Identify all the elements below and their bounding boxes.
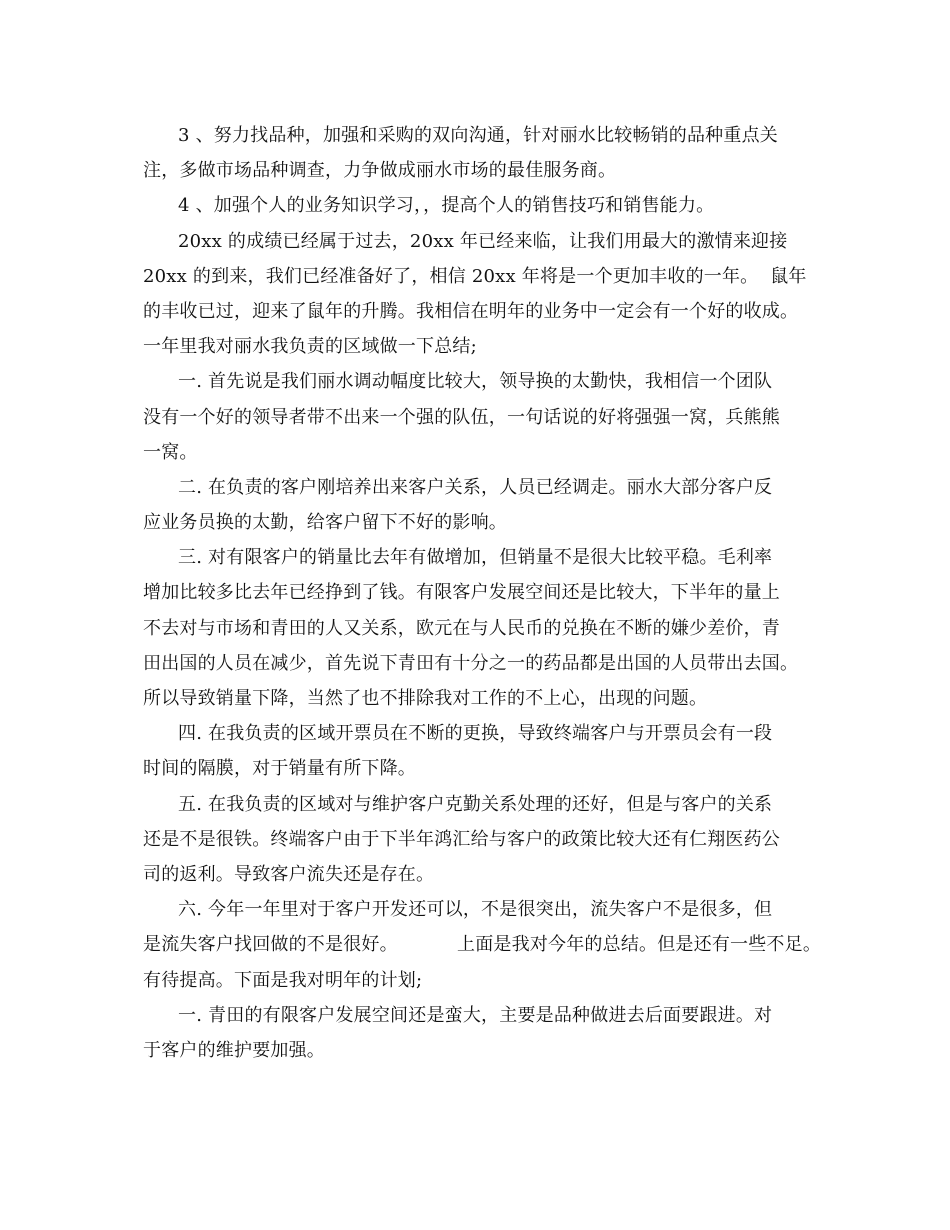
text-line: 时间的隔膜，对于销量有所下降。 — [143, 758, 416, 780]
text-line: 一窝。 — [143, 441, 198, 463]
text-line: 增加比较多比去年已经挣到了钱。有限客户发展空间还是比较大，下半年的量上 — [143, 582, 780, 604]
text-line: 的丰收已过，迎来了鼠年的升腾。我相信在明年的业务中一定会有一个好的收成。 — [143, 300, 799, 322]
text-line: 二. 在负责的客户刚培养出来客户关系，人员已经调走。丽水大部分客户反 — [178, 476, 773, 498]
text-line: 是流失客户找回做的不是很好。 上面是我对今年的总结。但是还有一些不足。 — [143, 934, 822, 956]
text-line: 有待提高。下面是我对明年的计划; — [143, 969, 423, 991]
text-line: 注，多做市场品种调查，力争做成丽水市场的最佳服务商。 — [143, 160, 617, 182]
text-line: 一. 首先说是我们丽水调动幅度比较大，领导换的太勤快，我相信一个团队 — [178, 371, 773, 393]
text-line: 于客户的维护要加强。 — [143, 1039, 325, 1061]
text-line: 一. 青田的有限客户发展空间还是蛮大，主要是品种做进去后面要跟进。对 — [178, 1004, 773, 1026]
text-line: 20xx 的成绩已经属于过去，20xx 年已经来临，让我们用最大的激情来迎接 — [178, 230, 788, 252]
text-line: 司的返利。导致客户流失还是存在。 — [143, 863, 435, 885]
text-line: 一年里我对丽水我负责的区域做一下总结; — [143, 336, 477, 358]
text-line: 4 、加强个人的业务知识学习，，提高个人的销售技巧和销售能力。 — [178, 195, 715, 217]
text-line: 四. 在我负责的区域开票员在不断的更换，导致终端客户与开票员会有一段 — [178, 723, 773, 745]
text-line: 没有一个好的领导者带不出来一个强的队伍，一句话说的好将强强一窝，兵熊熊 — [143, 406, 780, 428]
text-line: 3 、努力找品种，加强和采购的双向沟通，针对丽水比较畅销的品种重点关 — [178, 125, 778, 146]
text-line: 六. 今年一年里对于客户开发还可以，不是很突出，流失客户不是很多，但 — [178, 899, 773, 921]
text-line: 五. 在我负责的区域对与维护客户克勤关系处理的还好，但是与客户的关系 — [178, 793, 773, 815]
text-line: 不去对与市场和青田的人又关系，欧元在与人民币的兑换在不断的嫌少差价，青 — [143, 617, 780, 639]
document-body — [143, 118, 833, 1068]
text-line: 所以导致销量下降，当然了也不排除我对工作的不上心，出现的问题。 — [143, 688, 708, 709]
text-line: 田出国的人员在减少，首先说下青田有十分之一的药品都是出国的人员带出去国。 — [143, 652, 799, 674]
text-line: 20xx 的到来，我们已经准备好了，相信 20xx 年将是一个更加丰收的一年。 鼠年 — [143, 265, 807, 287]
text-line: 还是不是很铁。终端客户由于下半年鸿汇给与客户的政策比较大还有仁翔医药公 — [143, 828, 780, 850]
text-line: 应业务员换的太勤，给客户留下不好的影响。 — [143, 512, 507, 534]
text-line: 三. 对有限客户的销量比去年有做增加，但销量不是很大比较平稳。毛利率 — [178, 547, 773, 569]
